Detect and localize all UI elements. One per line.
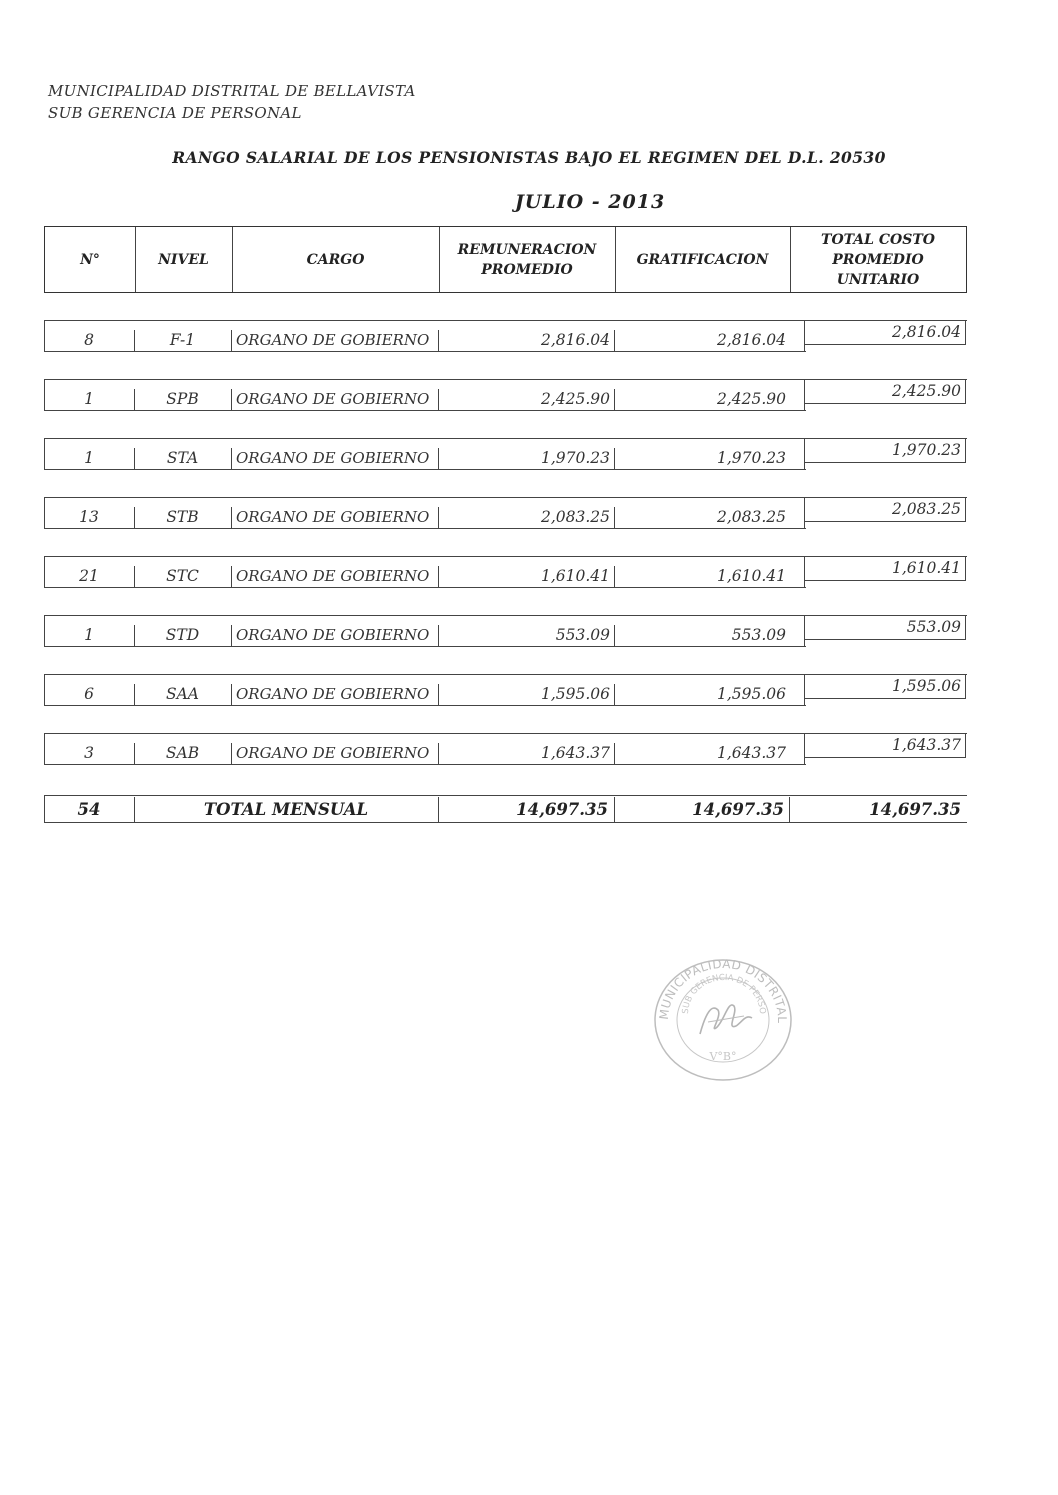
table-row xyxy=(44,497,967,529)
row-border-bottom xyxy=(44,646,806,647)
cell-num: 13 xyxy=(79,508,99,526)
table-row xyxy=(44,438,967,470)
row-border-right xyxy=(965,438,966,462)
cell-remuneracion: 1,595.06 xyxy=(540,685,610,703)
header-cargo: CARGO xyxy=(306,251,365,268)
cell-num: 1 xyxy=(84,449,94,467)
cell-cargo: ORGANO DE GOBIERNO xyxy=(236,744,430,762)
cell-nivel: SAA xyxy=(165,685,199,703)
stamp-outer-text: MUNICIPALIDAD DISTRITAL xyxy=(656,956,790,1024)
table-row xyxy=(44,733,967,765)
cell-cargo: ORGANO DE GOBIERNO xyxy=(236,626,430,644)
cell-divider xyxy=(231,684,232,705)
cell-cargo: ORGANO DE GOBIERNO xyxy=(236,685,430,703)
total-row xyxy=(44,795,967,823)
row-border-bottom xyxy=(44,351,806,352)
cell-total: 2,816.04 xyxy=(891,323,961,341)
cell-gratificacion: 2,816.04 xyxy=(716,331,786,349)
header-num: N° xyxy=(80,251,100,268)
header-total-line3: UNITARIO xyxy=(836,271,920,288)
row-border-bottom xyxy=(44,410,806,411)
row-border-right xyxy=(965,497,966,521)
row-border-total xyxy=(804,462,966,463)
cell-gratificacion: 1,610.41 xyxy=(716,567,786,585)
table-row xyxy=(44,674,967,706)
cell-remuneracion: 1,643.37 xyxy=(540,744,610,762)
cell-divider xyxy=(231,743,232,764)
row-border-total xyxy=(804,639,966,640)
table-row xyxy=(44,615,967,647)
cell-cargo: ORGANO DE GOBIERNO xyxy=(236,331,430,349)
row-border-right xyxy=(965,556,966,580)
cell-total: 1,610.41 xyxy=(891,559,961,577)
official-stamp xyxy=(648,952,798,1082)
row-border-right xyxy=(965,733,966,757)
cell-gratificacion: 2,425.90 xyxy=(716,390,786,408)
cell-remuneracion: 1,970.23 xyxy=(540,449,610,467)
cell-total: 1,595.06 xyxy=(891,677,961,695)
stamp-center-text: V°B° xyxy=(709,1050,737,1063)
stamp-seal-icon xyxy=(648,952,798,1082)
row-border-bottom xyxy=(44,764,806,765)
row-border-right xyxy=(965,615,966,639)
row-border-bottom xyxy=(44,528,806,529)
table-row xyxy=(44,379,967,411)
total-gratificacion: 14,697.35 xyxy=(692,800,784,819)
row-border-total xyxy=(804,580,966,581)
cell-total: 1,643.37 xyxy=(891,736,961,754)
row-border-bottom xyxy=(44,587,806,588)
row-border-total xyxy=(804,757,966,758)
cell-remuneracion: 553.09 xyxy=(555,626,610,644)
cell-nivel: STB xyxy=(166,508,199,526)
row-border-bottom xyxy=(44,469,806,470)
row-border-bottom xyxy=(44,705,806,706)
cell-cargo: ORGANO DE GOBIERNO xyxy=(236,567,430,585)
table-row xyxy=(44,556,967,588)
cell-remuneracion: 1,610.41 xyxy=(540,567,610,585)
cell-divider xyxy=(231,507,232,528)
cell-cargo: ORGANO DE GOBIERNO xyxy=(236,508,430,526)
stamp-inner-text: SUB GERENCIA DE PERSO xyxy=(680,972,768,1015)
cell-divider xyxy=(231,330,232,351)
total-remuneracion: 14,697.35 xyxy=(516,800,608,819)
cell-nivel: STC xyxy=(166,567,199,585)
row-border-total xyxy=(804,698,966,699)
row-border-total xyxy=(804,521,966,522)
row-border-right xyxy=(965,379,966,403)
cell-num: 8 xyxy=(84,331,94,349)
cell-num: 1 xyxy=(84,626,94,644)
cell-total: 1,970.23 xyxy=(891,441,961,459)
total-costo: 14,697.35 xyxy=(869,800,961,819)
cell-remuneracion: 2,816.04 xyxy=(540,331,610,349)
organization-name: MUNICIPALIDAD DISTRITAL DE BELLAVISTA xyxy=(48,82,416,100)
cell-nivel: F-1 xyxy=(169,331,196,349)
period-label: JULIO - 2013 xyxy=(514,191,666,213)
row-border-right xyxy=(965,674,966,698)
header-nivel: NIVEL xyxy=(158,251,209,268)
total-label: TOTAL MENSUAL xyxy=(203,800,369,819)
cell-nivel: SPB xyxy=(166,390,199,408)
total-row-border xyxy=(44,822,967,823)
cell-total: 2,425.90 xyxy=(891,382,961,400)
header-gratificacion: GRATIFICACION xyxy=(636,251,769,268)
row-border-right xyxy=(965,320,966,344)
document-title: RANGO SALARIAL DE LOS PENSIONISTAS BAJO EL REGIMEN DEL D.L. 20530 xyxy=(172,148,886,167)
row-border-total xyxy=(804,344,966,345)
cell-cargo: ORGANO DE GOBIERNO xyxy=(236,390,430,408)
cell-nivel: STD xyxy=(165,626,200,644)
cell-total: 553.09 xyxy=(906,618,961,636)
cell-gratificacion: 1,595.06 xyxy=(716,685,786,703)
cell-nivel: SAB xyxy=(165,744,200,762)
header-remuneracion xyxy=(439,227,615,292)
cell-nivel: STA xyxy=(166,449,199,467)
cell-gratificacion: 2,083.25 xyxy=(716,508,786,526)
table-header xyxy=(44,226,967,293)
row-border-total xyxy=(804,403,966,404)
header-total-line1: TOTAL COSTO xyxy=(821,231,935,248)
cell-remuneracion: 2,425.90 xyxy=(540,390,610,408)
cell-divider xyxy=(231,566,232,587)
total-count: 54 xyxy=(77,800,101,819)
cell-gratificacion: 553.09 xyxy=(731,626,786,644)
cell-divider xyxy=(231,448,232,469)
department-name: SUB GERENCIA DE PERSONAL xyxy=(48,104,302,122)
cell-total: 2,083.25 xyxy=(891,500,961,518)
cell-num: 1 xyxy=(84,390,94,408)
cell-num: 6 xyxy=(84,685,94,703)
cell-gratificacion: 1,643.37 xyxy=(716,744,786,762)
table-row xyxy=(44,320,967,352)
header-total-line2: PROMEDIO xyxy=(832,251,924,268)
header-remuneracion-line1: REMUNERACION xyxy=(457,241,597,258)
total-row-border xyxy=(44,795,967,796)
cell-divider xyxy=(231,625,232,646)
cell-num: 3 xyxy=(84,744,94,762)
cell-cargo: ORGANO DE GOBIERNO xyxy=(236,449,430,467)
cell-num: 21 xyxy=(79,567,99,585)
header-total xyxy=(790,227,966,292)
header-remuneracion-line2: PROMEDIO xyxy=(481,261,573,278)
cell-gratificacion: 1,970.23 xyxy=(716,449,786,467)
cell-divider xyxy=(231,389,232,410)
cell-remuneracion: 2,083.25 xyxy=(540,508,610,526)
